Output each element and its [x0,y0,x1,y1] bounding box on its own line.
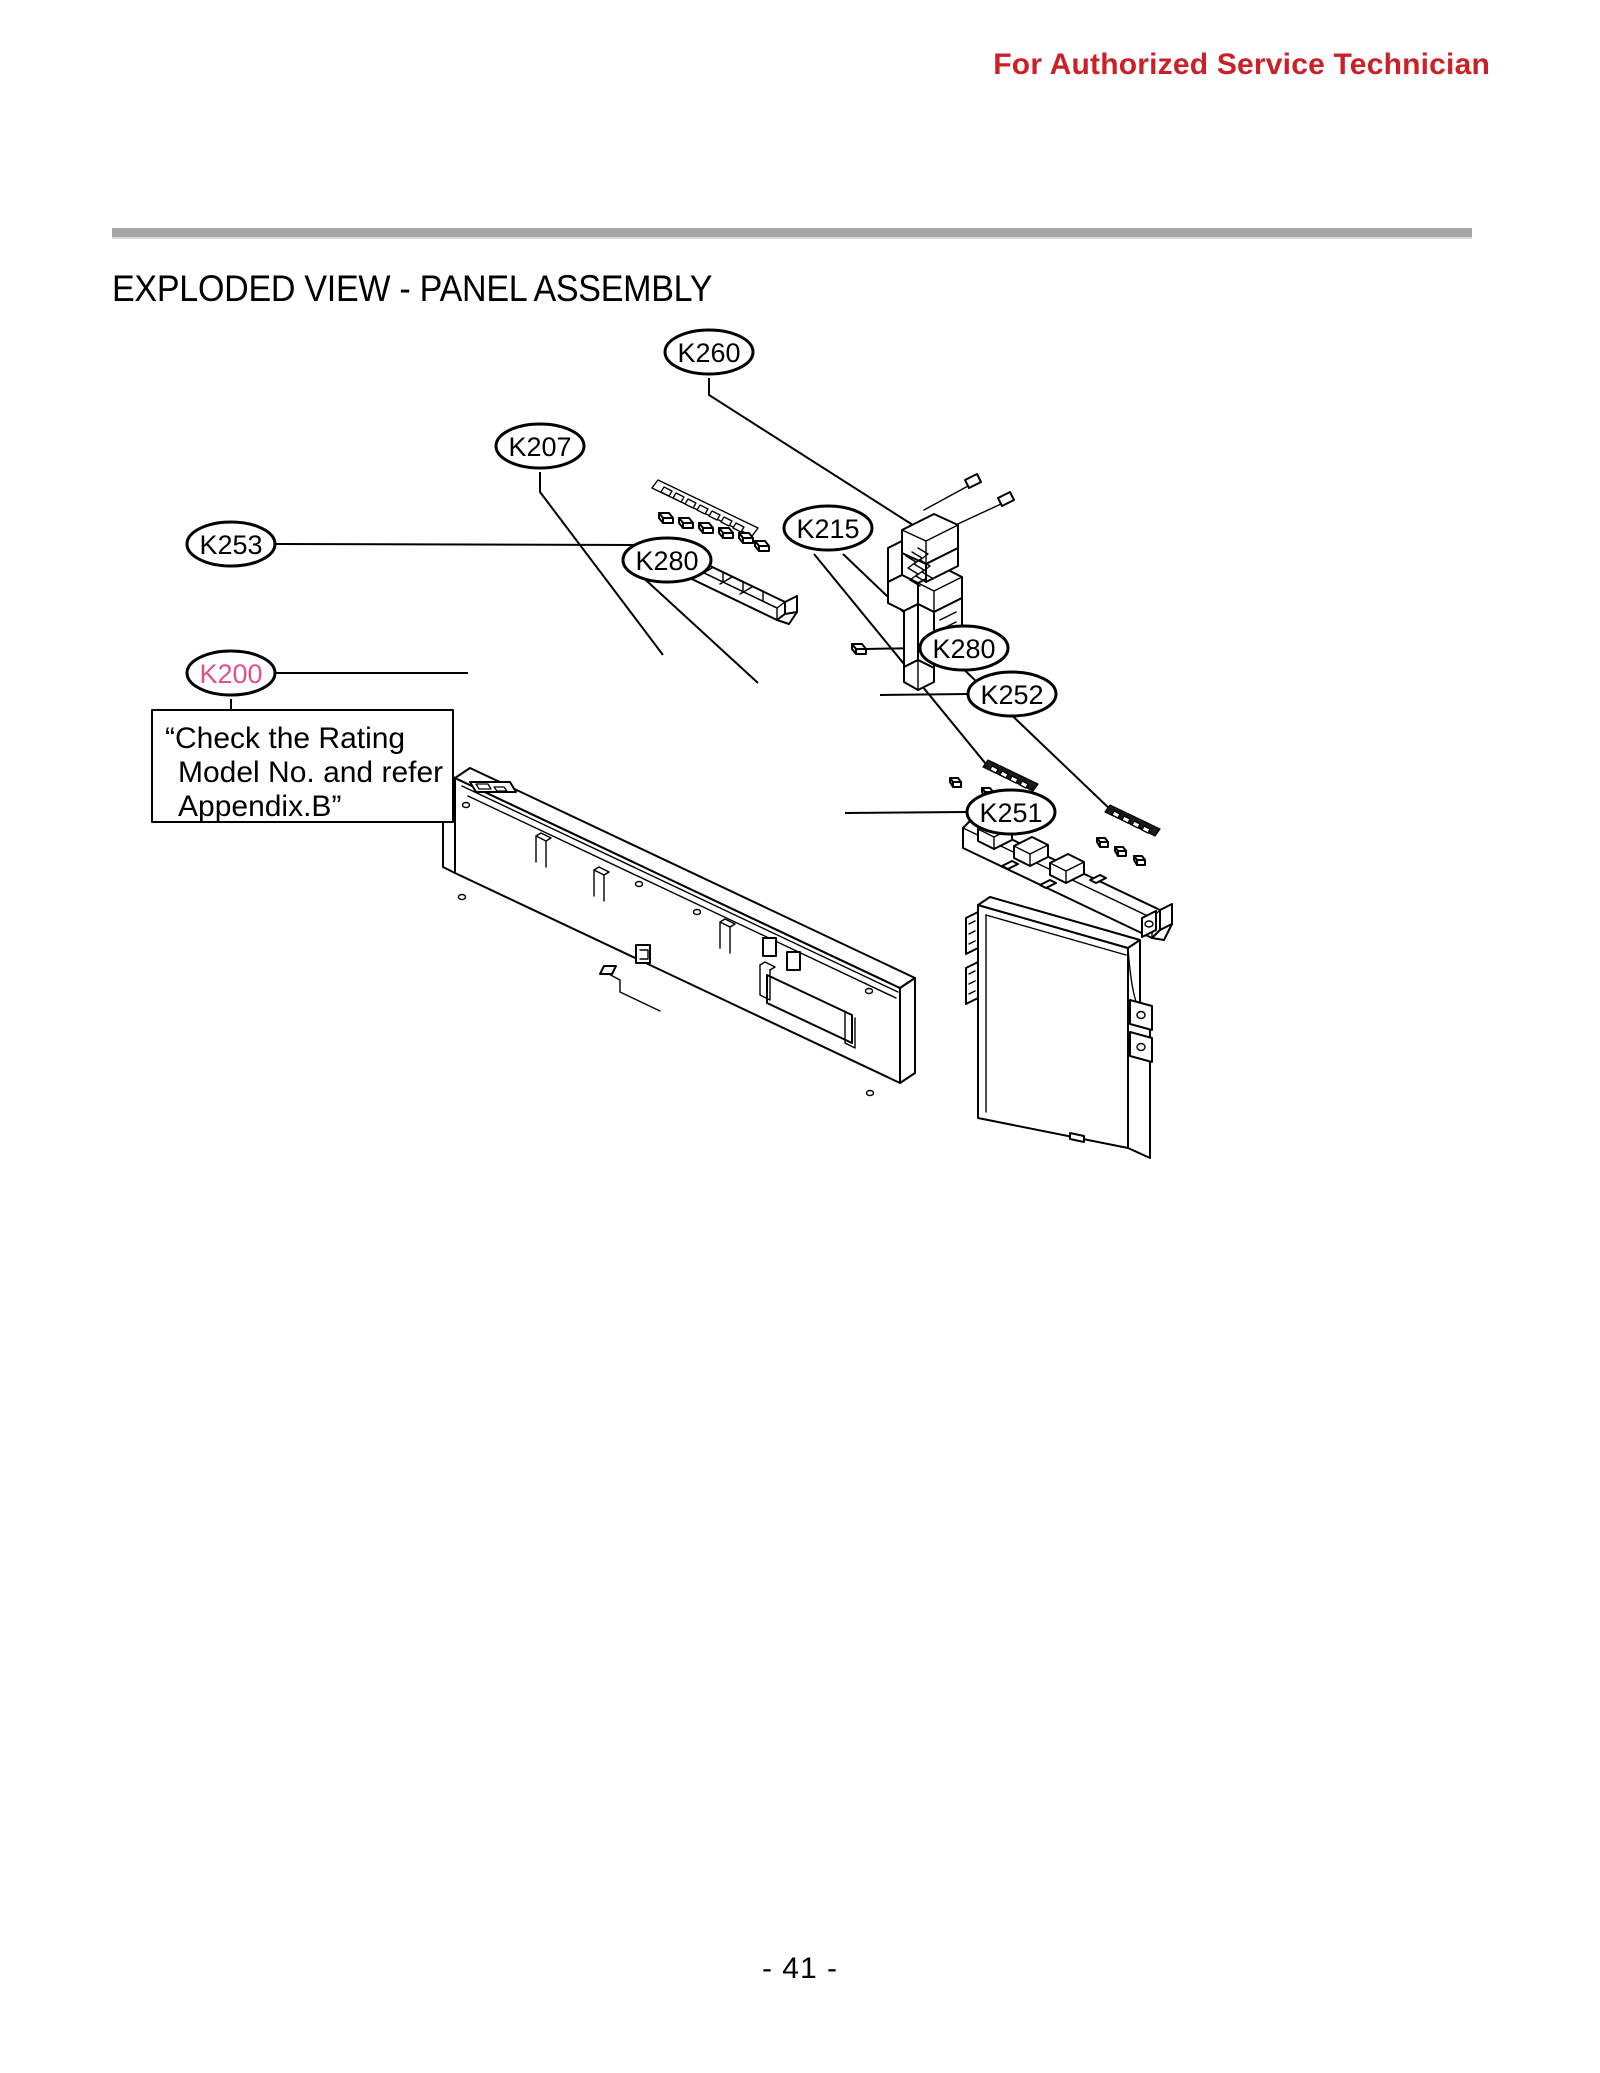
k280-button [699,523,713,533]
k280-button [755,541,769,551]
k215b-loose-buttons [1097,838,1145,865]
callout-k251-label: K251 [979,798,1043,828]
part-k215-strip-b [1097,805,1160,865]
callout-k280-right[interactable] [920,626,1008,670]
note-line-3: Appendix.B” [178,790,342,823]
callout-k260-label: K260 [677,338,741,368]
callout-k207-label: K207 [508,432,572,462]
k280-button [679,518,693,528]
callout-k280-left[interactable] [623,538,711,582]
callout-k251[interactable] [967,790,1055,834]
authorized-service-notice: For Authorized Service Technician [993,48,1490,81]
part-k280-button-right [852,644,866,654]
leader-k252 [880,694,968,695]
callout-k215[interactable] [784,506,872,550]
callout-k252[interactable] [968,672,1056,716]
callout-k253-label: K253 [199,530,263,560]
k280-button [659,513,673,523]
part-k200-control-panel [443,768,915,1096]
callout-k260[interactable] [665,330,753,374]
callout-k200-label: K200 [199,659,263,689]
k280-button [719,528,733,538]
note-line-2: Model No. and refer [178,756,444,789]
callout-k253[interactable] [187,522,275,566]
callout-k252-label: K252 [980,680,1044,710]
leader-k251 [845,812,967,813]
callout-k215-label: K215 [796,514,860,544]
callout-k280-right-label: K280 [932,634,996,664]
k280-button [739,533,753,543]
callout-k280-left-label: K280 [635,546,699,576]
part-k251-door-panel [966,897,1152,1158]
leader-k253 [275,544,646,545]
callout-k200[interactable] [187,651,275,695]
note-line-1: “Check the Rating [165,722,406,755]
callout-k207[interactable] [496,424,584,468]
page-title: EXPLODED VIEW - PANEL ASSEMBLY [112,268,713,309]
note-box [152,710,453,823]
page-number: - 41 - [761,1952,839,1985]
leader-k260 [709,378,916,527]
